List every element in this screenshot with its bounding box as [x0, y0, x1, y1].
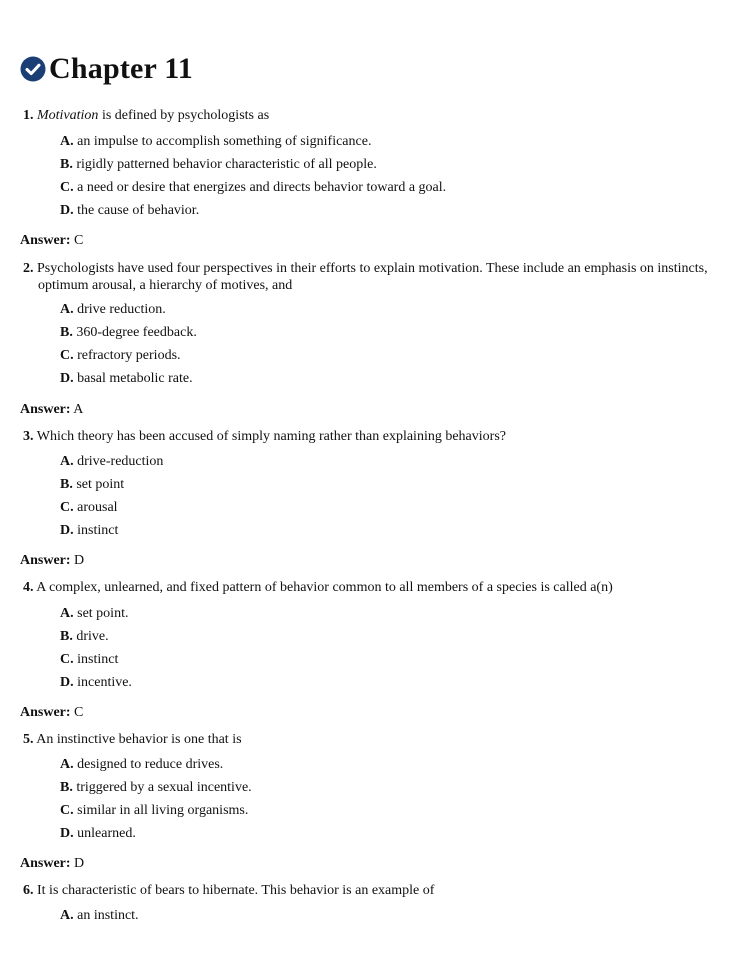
option-text: instinct [77, 523, 119, 538]
option-text: arousal [77, 500, 118, 515]
answer-label: Answer: [20, 233, 71, 248]
question-italic-term: Motivation [37, 108, 99, 123]
question-number: 1. [23, 108, 34, 123]
question-2-option-b [60, 324, 197, 341]
question-text: is defined by psychologists as [98, 108, 270, 123]
option-letter: B. [60, 325, 73, 340]
question-number: 4. [23, 580, 34, 595]
option-letter: D. [60, 675, 74, 690]
question-3-option-c [60, 499, 118, 516]
option-letter: D. [60, 523, 74, 538]
question-3-answer [20, 552, 84, 569]
question-4-option-c [60, 651, 118, 668]
option-text: a need or desire that energizes and directs behavior toward a goal. [77, 180, 447, 195]
question-1-option-d [60, 202, 199, 219]
question-5-option-a [60, 756, 223, 773]
option-text: the cause of behavior. [77, 203, 200, 218]
question-3-option-a [60, 453, 163, 470]
question-1-answer [20, 232, 83, 249]
option-letter: C. [60, 500, 74, 515]
question-number: 6. [23, 883, 34, 898]
option-text: drive reduction. [77, 302, 166, 317]
option-letter: B. [60, 477, 73, 492]
question-3-option-b [60, 476, 124, 493]
option-letter: D. [60, 203, 74, 218]
option-letter: A. [60, 908, 74, 923]
question-text: Which theory has been accused of simply naming rather than explaining behaviors? [36, 429, 506, 444]
question-6-stem [23, 882, 703, 899]
option-letter: B. [60, 629, 73, 644]
option-text: instinct [77, 652, 119, 667]
answer-value: D [74, 553, 85, 568]
check-circle-icon [20, 56, 46, 82]
option-text: incentive. [77, 675, 132, 690]
question-number: 2. [23, 261, 34, 276]
question-text: An instinctive behavior is one that is [36, 732, 242, 747]
option-text: set point. [77, 606, 129, 621]
question-number: 5. [23, 732, 34, 747]
option-text: refractory periods. [77, 348, 181, 363]
answer-label: Answer: [20, 705, 71, 720]
option-text: unlearned. [77, 826, 136, 841]
option-letter: D. [60, 371, 74, 386]
question-3-option-d [60, 522, 118, 539]
option-letter: C. [60, 652, 74, 667]
answer-label: Answer: [20, 856, 71, 871]
option-text: designed to reduce drives. [77, 757, 224, 772]
question-4-option-a [60, 605, 128, 622]
answer-value: C [74, 705, 84, 720]
question-6-option-a [60, 907, 139, 924]
option-letter: C. [60, 348, 74, 363]
question-2-answer [20, 401, 83, 418]
question-1-option-b [60, 156, 377, 173]
answer-value: D [74, 856, 85, 871]
option-text: rigidly patterned behavior characteristic of all people. [76, 157, 377, 172]
question-5-option-b [60, 779, 252, 796]
option-text: an impulse to accomplish something of significance. [77, 134, 372, 149]
question-1-stem [23, 107, 703, 124]
option-letter: B. [60, 157, 73, 172]
question-1-option-a [60, 133, 371, 150]
option-letter: D. [60, 826, 74, 841]
answer-label: Answer: [20, 553, 71, 568]
option-text: set point [76, 477, 125, 492]
answer-value: C [74, 233, 84, 248]
option-text: drive. [76, 629, 109, 644]
option-letter: A. [60, 134, 74, 149]
question-5-option-c [60, 802, 248, 819]
option-letter: A. [60, 454, 74, 469]
question-text: It is characteristic of bears to hibernate. This behavior is an example of [37, 883, 435, 898]
question-2-option-c [60, 347, 181, 364]
answer-label: Answer: [20, 402, 71, 417]
answer-value: A [73, 402, 84, 417]
option-text: 360-degree feedback. [76, 325, 197, 340]
option-letter: B. [60, 780, 73, 795]
question-4-option-d [60, 674, 132, 691]
option-letter: A. [60, 302, 74, 317]
option-text: similar in all living organisms. [77, 803, 249, 818]
question-text: Psychologists have used four perspectives in their efforts to explain motivation. These include an emphasis on instincts, optimum arousal, a hierarchy of motives, and [37, 261, 708, 293]
option-text: an instinct. [77, 908, 139, 923]
option-letter: C. [60, 180, 74, 195]
question-text: A complex, unlearned, and fixed pattern of behavior common to all members of a species is called a(n) [36, 580, 613, 595]
chapter-header [20, 50, 193, 88]
question-5-stem [23, 731, 703, 748]
question-4-stem [23, 579, 703, 596]
question-3-stem [23, 428, 703, 445]
option-text: triggered by a sexual incentive. [76, 780, 252, 795]
question-5-option-d [60, 825, 136, 842]
question-number: 3. [23, 429, 34, 444]
question-2-option-d [60, 370, 193, 387]
question-4-answer [20, 704, 83, 721]
option-text: drive-reduction [77, 454, 164, 469]
question-5-answer [20, 855, 84, 872]
option-letter: A. [60, 606, 74, 621]
question-4-option-b [60, 628, 109, 645]
question-1-option-c [60, 179, 446, 196]
question-2-option-a [60, 301, 166, 318]
question-2-stem [23, 260, 713, 294]
option-letter: A. [60, 757, 74, 772]
chapter-title: Chapter 11 [49, 52, 193, 85]
option-letter: C. [60, 803, 74, 818]
option-text: basal metabolic rate. [77, 371, 193, 386]
